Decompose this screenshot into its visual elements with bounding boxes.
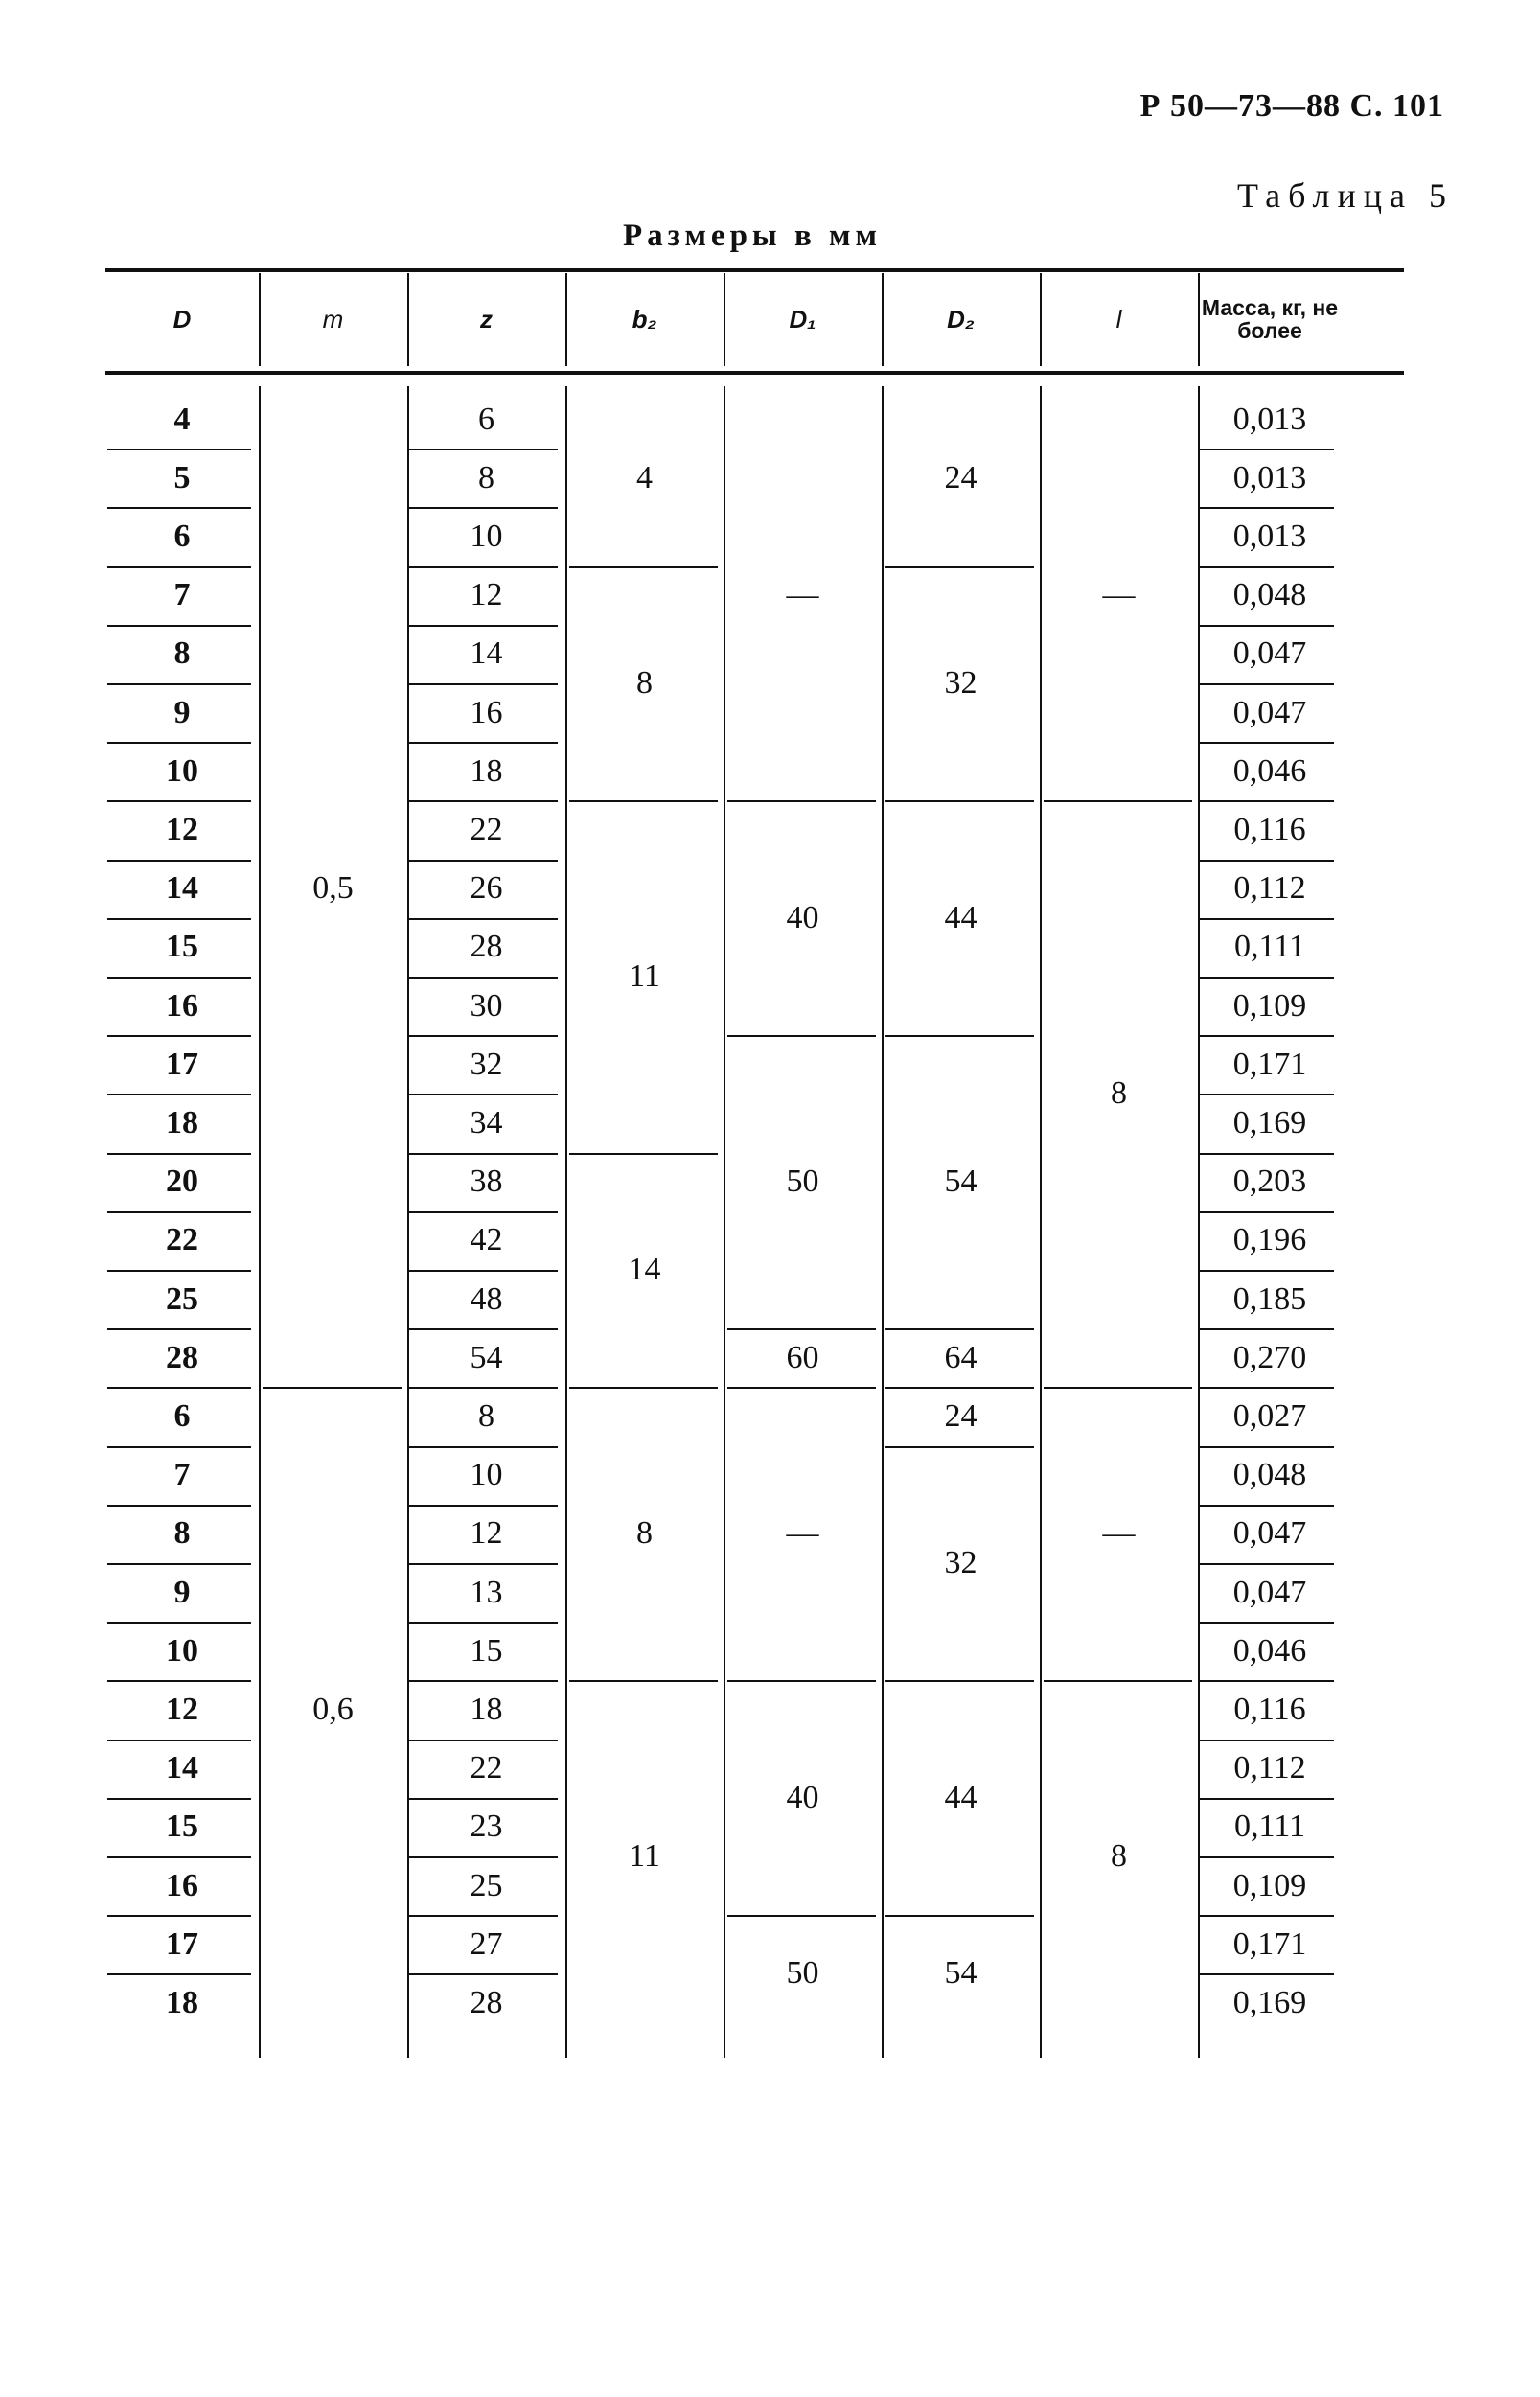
- cell-mass: 0,047: [1232, 1574, 1307, 1610]
- cell-z: 28: [470, 1984, 503, 2020]
- cell-d: 28: [166, 1339, 198, 1375]
- span-d1: 40: [786, 899, 819, 935]
- span-l: —: [1102, 1515, 1136, 1552]
- cell-d: 10: [166, 752, 198, 789]
- cell-mass: 0,185: [1232, 1280, 1307, 1317]
- span-d2: 32: [944, 664, 977, 701]
- header-col-divider: [259, 273, 261, 366]
- cell-mass: 0,047: [1232, 635, 1307, 672]
- body-col-divider: [1198, 386, 1200, 2058]
- span-d1: 40: [786, 1779, 819, 1815]
- cell-z: 18: [470, 1691, 503, 1727]
- dimensions-table: [105, 268, 1452, 2147]
- cell-mass: 0,171: [1232, 1925, 1307, 1962]
- cell-mass: 0,169: [1232, 1104, 1307, 1141]
- cell-d: 15: [166, 929, 198, 965]
- cell-mass: 0,027: [1232, 1397, 1307, 1434]
- cell-z: 54: [470, 1339, 503, 1375]
- span-d2: 54: [944, 1164, 977, 1200]
- cell-d: 9: [173, 694, 191, 730]
- cell-z: 34: [470, 1104, 503, 1141]
- span-d2: 64: [944, 1339, 977, 1375]
- cell-z: 23: [470, 1809, 503, 1845]
- header-col-divider: [565, 273, 567, 366]
- cell-z: 38: [470, 1164, 503, 1200]
- cell-mass: 0,047: [1232, 1515, 1307, 1552]
- cell-mass: 0,169: [1232, 1984, 1307, 2020]
- span-d2: 44: [944, 1779, 977, 1815]
- table-title: Таблица 5: [1237, 176, 1454, 215]
- span-b2: 11: [629, 1837, 660, 1874]
- cell-mass: 0,270: [1232, 1339, 1307, 1375]
- header-d1: D₁: [789, 304, 816, 334]
- cell-d: 16: [166, 987, 198, 1024]
- span-d1: —: [786, 1515, 819, 1552]
- cell-mass: 0,196: [1232, 1222, 1307, 1258]
- cell-d: 8: [173, 1515, 191, 1552]
- cell-mass: 0,116: [1233, 811, 1306, 847]
- cell-d: 16: [166, 1867, 198, 1903]
- cell-z: 8: [478, 1397, 494, 1434]
- span-l: 8: [1111, 1075, 1127, 1112]
- body-col-divider: [1040, 386, 1042, 2058]
- cell-z: 48: [470, 1280, 503, 1317]
- cell-mass: 0,013: [1232, 401, 1307, 437]
- header-d: D: [172, 304, 192, 334]
- cell-d: 9: [173, 1574, 191, 1610]
- span-b2: 14: [628, 1251, 661, 1287]
- cell-z: 10: [470, 1457, 503, 1493]
- cell-mass: 0,111: [1234, 929, 1305, 965]
- body-col-divider: [724, 386, 725, 2058]
- header-col-divider: [1040, 273, 1042, 366]
- page-reference: Р 50—73—88 С. 101: [1139, 88, 1444, 124]
- cell-d: 8: [173, 635, 191, 672]
- header-bottom-rule: [105, 371, 1404, 375]
- header-col-divider: [407, 273, 409, 366]
- cell-d: 17: [166, 1046, 198, 1082]
- span-d1: 60: [786, 1339, 819, 1375]
- cell-z: 8: [478, 459, 494, 496]
- cell-mass: 0,048: [1232, 577, 1307, 613]
- cell-d: 20: [166, 1164, 198, 1200]
- cell-z: 26: [470, 870, 503, 907]
- span-m: 0,6: [312, 1691, 354, 1727]
- body-col-divider: [565, 386, 567, 2058]
- span-d2: 32: [944, 1544, 977, 1580]
- cell-d: 18: [166, 1984, 198, 2020]
- cell-mass: 0,046: [1232, 1632, 1307, 1669]
- cell-z: 27: [470, 1925, 503, 1962]
- span-l: 8: [1111, 1837, 1127, 1874]
- body-col-divider: [259, 386, 261, 2058]
- span-d1: 50: [786, 1164, 819, 1200]
- span-d1: —: [786, 577, 819, 613]
- span-b2: 8: [636, 664, 653, 701]
- cell-d: 14: [166, 1750, 198, 1786]
- cell-d: 25: [166, 1280, 198, 1317]
- span-d2: 54: [944, 1955, 977, 1992]
- cell-z: 28: [470, 929, 503, 965]
- cell-z: 12: [470, 1515, 503, 1552]
- span-m: 0,5: [312, 870, 354, 907]
- span-b2: 4: [636, 459, 653, 496]
- cell-d: 5: [173, 459, 191, 496]
- span-d2: 24: [944, 459, 977, 496]
- header-col-divider: [882, 273, 884, 366]
- cell-d: 6: [173, 1397, 191, 1434]
- cell-d: 22: [166, 1222, 198, 1258]
- cell-d: 17: [166, 1925, 198, 1962]
- span-b2: 8: [636, 1515, 653, 1552]
- cell-mass: 0,111: [1234, 1809, 1305, 1845]
- header-d2: D₂: [947, 304, 975, 334]
- table-top-rule: [105, 268, 1404, 272]
- cell-d: 7: [173, 577, 191, 613]
- header-z: z: [480, 304, 493, 334]
- span-d1: 50: [786, 1955, 819, 1992]
- cell-z: 22: [470, 1750, 503, 1786]
- cell-z: 10: [470, 518, 503, 554]
- header-m: m: [322, 304, 344, 334]
- cell-z: 32: [470, 1046, 503, 1082]
- cell-mass: 0,116: [1233, 1691, 1306, 1727]
- cell-z: 42: [470, 1222, 503, 1258]
- cell-mass: 0,109: [1232, 987, 1307, 1024]
- cell-mass: 0,112: [1233, 870, 1306, 907]
- span-l: —: [1102, 577, 1136, 613]
- cell-z: 30: [470, 987, 503, 1024]
- cell-z: 16: [470, 694, 503, 730]
- cell-mass: 0,046: [1232, 752, 1307, 789]
- cell-z: 18: [470, 752, 503, 789]
- cell-z: 14: [470, 635, 503, 672]
- cell-mass: 0,048: [1232, 1457, 1307, 1493]
- cell-mass: 0,047: [1232, 694, 1307, 730]
- header-l: l: [1115, 304, 1122, 334]
- cell-z: 22: [470, 811, 503, 847]
- cell-mass: 0,203: [1232, 1164, 1307, 1200]
- header-col-divider: [724, 273, 725, 366]
- span-d2: 24: [944, 1397, 977, 1434]
- header-b2: b₂: [632, 304, 657, 334]
- cell-mass: 0,109: [1232, 1867, 1307, 1903]
- span-b2: 11: [629, 957, 660, 994]
- cell-d: 4: [173, 401, 191, 437]
- cell-d: 7: [173, 1457, 191, 1493]
- cell-mass: 0,171: [1232, 1046, 1307, 1082]
- cell-d: 12: [166, 811, 198, 847]
- cell-mass: 0,112: [1233, 1750, 1306, 1786]
- body-col-divider: [882, 386, 884, 2058]
- span-d2: 44: [944, 899, 977, 935]
- cell-mass: 0,013: [1232, 518, 1307, 554]
- cell-d: 18: [166, 1104, 198, 1141]
- cell-z: 6: [478, 401, 494, 437]
- header-mass: Масса, кг, не более: [1201, 295, 1339, 343]
- cell-d: 12: [166, 1691, 198, 1727]
- units-caption: Размеры в мм: [623, 219, 882, 253]
- cell-d: 15: [166, 1809, 198, 1845]
- cell-d: 10: [166, 1632, 198, 1669]
- cell-z: 15: [470, 1632, 503, 1669]
- cell-z: 25: [470, 1867, 503, 1903]
- cell-d: 14: [166, 870, 198, 907]
- header-col-divider: [1198, 273, 1200, 366]
- cell-z: 12: [470, 577, 503, 613]
- cell-d: 6: [173, 518, 191, 554]
- cell-z: 13: [470, 1574, 503, 1610]
- body-col-divider: [407, 386, 409, 2058]
- cell-mass: 0,013: [1232, 459, 1307, 496]
